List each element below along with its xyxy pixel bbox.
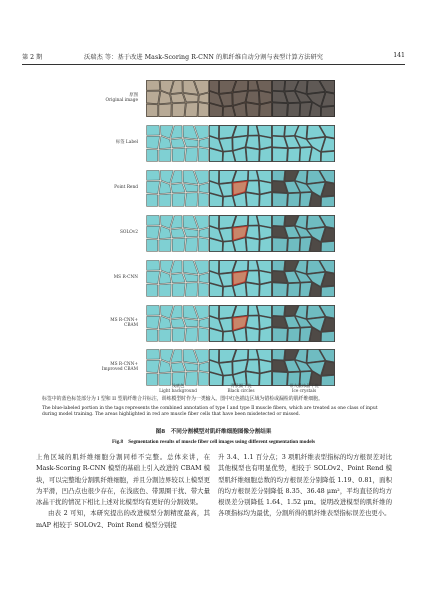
segmentation-image	[272, 215, 335, 252]
segmentation-image	[146, 125, 209, 162]
column-label: 带大量冰晶干扰 Ice crystals	[289, 383, 319, 393]
segmentation-image	[209, 215, 272, 252]
segmentation-image	[272, 349, 335, 386]
segmentation-image	[209, 260, 272, 297]
segmentation-image	[146, 260, 209, 297]
segmentation-image	[272, 80, 335, 117]
segmentation-image	[272, 170, 335, 207]
body-column-left	[36, 452, 210, 531]
segmentation-image	[146, 349, 209, 386]
segmentation-image	[209, 125, 272, 162]
column-label: 浅底色 Light background	[159, 383, 197, 393]
figure-note-en: The blue-labeled portion in the tags represents the combined annotation of type Ⅰ and type Ⅱ muscle fibers, which are treated as one class of input during model training. The areas highlighted in red are muscle fiber cells that have been misdetected or missed.	[42, 406, 378, 418]
running-header	[22, 50, 405, 64]
row-label: MS R-CNN+ Improved CBAM	[101, 361, 138, 372]
row-label: 标签 Label	[115, 140, 138, 146]
paragraph: 由表 2 可知，本研究提出的改进模型分割精度最高，其 mAP 相较于 SOLOv2、Point Rend 模型分别提	[36, 509, 210, 529]
figure-caption-cn: 图8 不同分割模型对肌纤维细胞图像分割结果	[155, 429, 272, 435]
segmentation-image	[209, 170, 272, 207]
segmentation-image	[146, 80, 209, 117]
issue-number: 第 2 期	[22, 54, 43, 61]
segmentation-image	[146, 170, 209, 207]
paragraph: 上角区域的肌纤维细胞分割同样不完整。总体来讲，在 Mask-Scoring R-CNN 模型的基础上引入改进的 CBAM 模块，可以完整地分割肌纤维细胞，并且分割边界较以上模型更为平滑，凹凸点也很少存在，在浅底色、带黑圈干扰、带大量冰晶干扰的情况下相比上述对比模型均有更好的分割效果。	[36, 453, 210, 507]
row-label: MS R-CNN+ CBAM	[110, 317, 138, 328]
figure-caption-en: Fig.8 Segmentation results of muscle fiber cell images using different segmentation models	[111, 439, 315, 445]
header-rule	[22, 64, 405, 65]
segmentation-image	[209, 349, 272, 386]
segmentation-image	[272, 305, 335, 342]
segmentation-image	[272, 260, 335, 297]
row-label: MS R-CNN	[113, 275, 138, 281]
row-label: 原图 Original image	[105, 92, 138, 103]
figure-note-cn: 标签中的蓝色标签部分为 I 型和 II 型肌纤维合并标注，训练模型时作为一类输入。图中红色描边区域为错检或漏检的肌纤维细胞。	[42, 396, 324, 402]
segmentation-image	[209, 305, 272, 342]
column-label: 背景圈干扰 Black circles	[227, 383, 255, 393]
page-number: 141	[393, 52, 405, 59]
segmentation-image	[146, 305, 209, 342]
segmentation-image	[272, 125, 335, 162]
segmentation-image	[209, 80, 272, 117]
segmentation-image	[146, 215, 209, 252]
body-column-right	[218, 452, 392, 520]
running-title: 沃瑞杰 等：基于改进 Mask-Scoring R-CNN 的肌纤维自动分割与表型计算方法研究	[84, 54, 323, 61]
paragraph: 升 3.4、1.1 百分点；3 项肌纤维表型指标的均方根误差对比其他模型也有明显优势，相较于 SOLOv2、Point Rend 模型肌纤维细胞总数的均方根误差分别降低 1.19、0.81，面积的均方根误差分别降低 8.35、36.48 μm²，平均直径的均方根误差分别降低 1.64、1.52 μm。说明改进模型的肌纤维的各项指标均为最优，分割所得的肌纤维表型指标误差也更小。	[218, 453, 392, 518]
row-label: SOLOv2	[119, 230, 138, 236]
row-label: Point Rend	[114, 185, 138, 191]
